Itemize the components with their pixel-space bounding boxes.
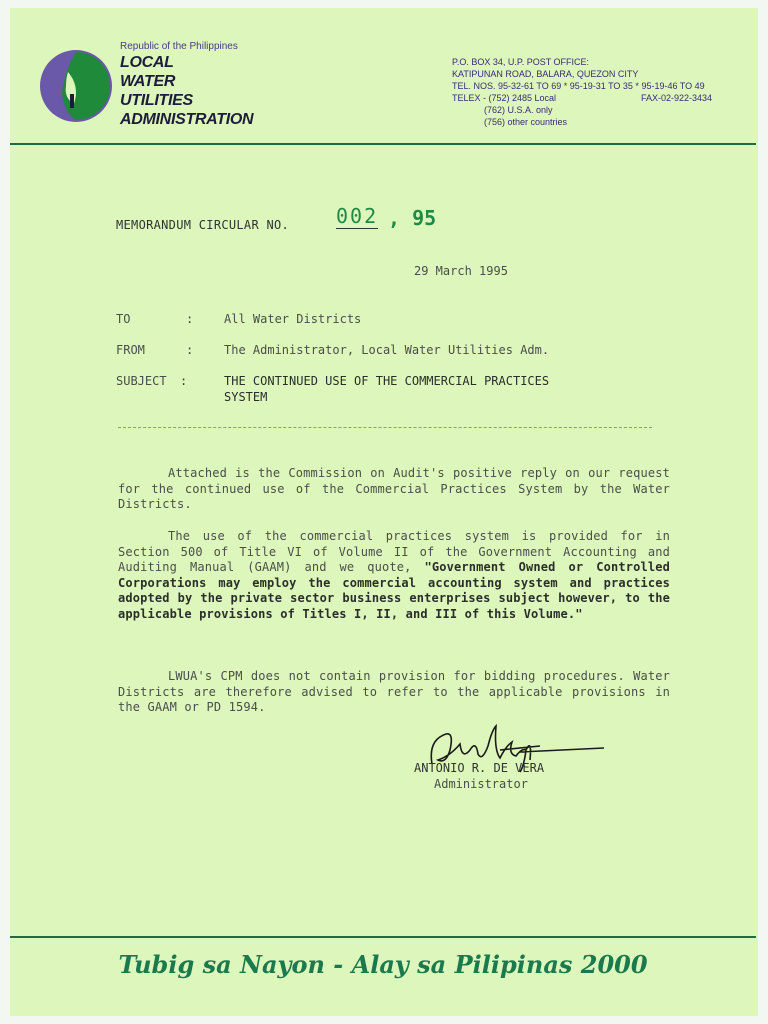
header-rule — [10, 143, 756, 145]
address-line-1: P.O. BOX 34, U.P. POST OFFICE: — [452, 57, 590, 67]
signatory-title: Administrator — [434, 777, 528, 791]
paragraph-1: Attached is the Commission on Audit's positive reply on our request for the continued use of the Commercial Practices System by the Water Districts. — [118, 466, 670, 511]
memo-page — [10, 8, 758, 1016]
telex-line: TELEX - (752) 2485 Local — [452, 93, 557, 103]
to-label: TO — [116, 312, 131, 326]
circular-label: MEMORANDUM CIRCULAR NO. — [116, 218, 290, 232]
subject-line-1: THE CONTINUED USE OF THE COMMERCIAL PRACTICES — [224, 374, 550, 388]
circular-year: , 95 — [388, 206, 437, 230]
republic-line: Republic of the Philippines — [120, 41, 238, 52]
address-line-3: TEL. NOS. 95-32-61 TO 69 * 95-19-31 TO 35 * 95-19-46 TO 49 — [452, 81, 705, 91]
paragraph-2 — [118, 529, 670, 622]
signatory-name: ANTONIO R. DE VERA — [414, 761, 545, 775]
fax-line: FAX-02-922-3434 — [641, 93, 713, 103]
footer-motto: Tubig sa Nayon - Alay sa Pilipinas 2000 — [118, 950, 648, 979]
address-block — [452, 56, 752, 128]
paragraph-2-quote: "Government Owned or Controlled Corporations may employ the commercial accounting system and practices adopted by the private sector business enterprises subject however, to the applicable provisions of Titles I, II, and III of this Volume." — [118, 560, 670, 621]
subject-value — [224, 374, 549, 405]
circular-number: 002 — [336, 204, 379, 228]
memo-date: 29 March 1995 — [414, 264, 508, 278]
water-drop-logo-icon — [34, 42, 122, 130]
telex-other: (756) other countries — [484, 117, 568, 127]
paragraph-3: LWUA's CPM does not contain provision for bidding procedures. Water Districts are therefore advised to refer to the applicable provisions in the GAAM or PD 1594. — [118, 669, 670, 714]
agency-name — [120, 53, 253, 129]
subject-line-2: SYSTEM — [224, 389, 268, 404]
telex-usa: (762) U.S.A. only — [484, 105, 553, 115]
address-line-2: KATIPUNAN ROAD, BALARA, QUEZON CITY — [452, 69, 639, 79]
subject-label: SUBJECT — [116, 374, 167, 388]
subject-colon: : — [180, 374, 188, 388]
agency-line-1: LOCAL — [120, 54, 174, 71]
agency-line-2: WATER — [120, 73, 176, 90]
from-colon: : — [186, 343, 194, 357]
footer-rule — [10, 936, 756, 938]
agency-line-4: ADMINISTRATION — [120, 111, 254, 128]
to-value: All Water Districts — [224, 312, 362, 326]
paragraph-2-text: The use of the commercial practices system is provided for in Section 500 of Title VI of Volume II of the Government Accounting and Auditing Manual (GAAM) and we quote, — [118, 529, 670, 574]
subject-divider — [118, 427, 652, 428]
from-value: The Administrator, Local Water Utilities Adm. — [224, 343, 550, 357]
from-label: FROM — [116, 343, 145, 357]
to-colon: : — [186, 312, 194, 326]
agency-line-3: UTILITIES — [120, 92, 193, 109]
